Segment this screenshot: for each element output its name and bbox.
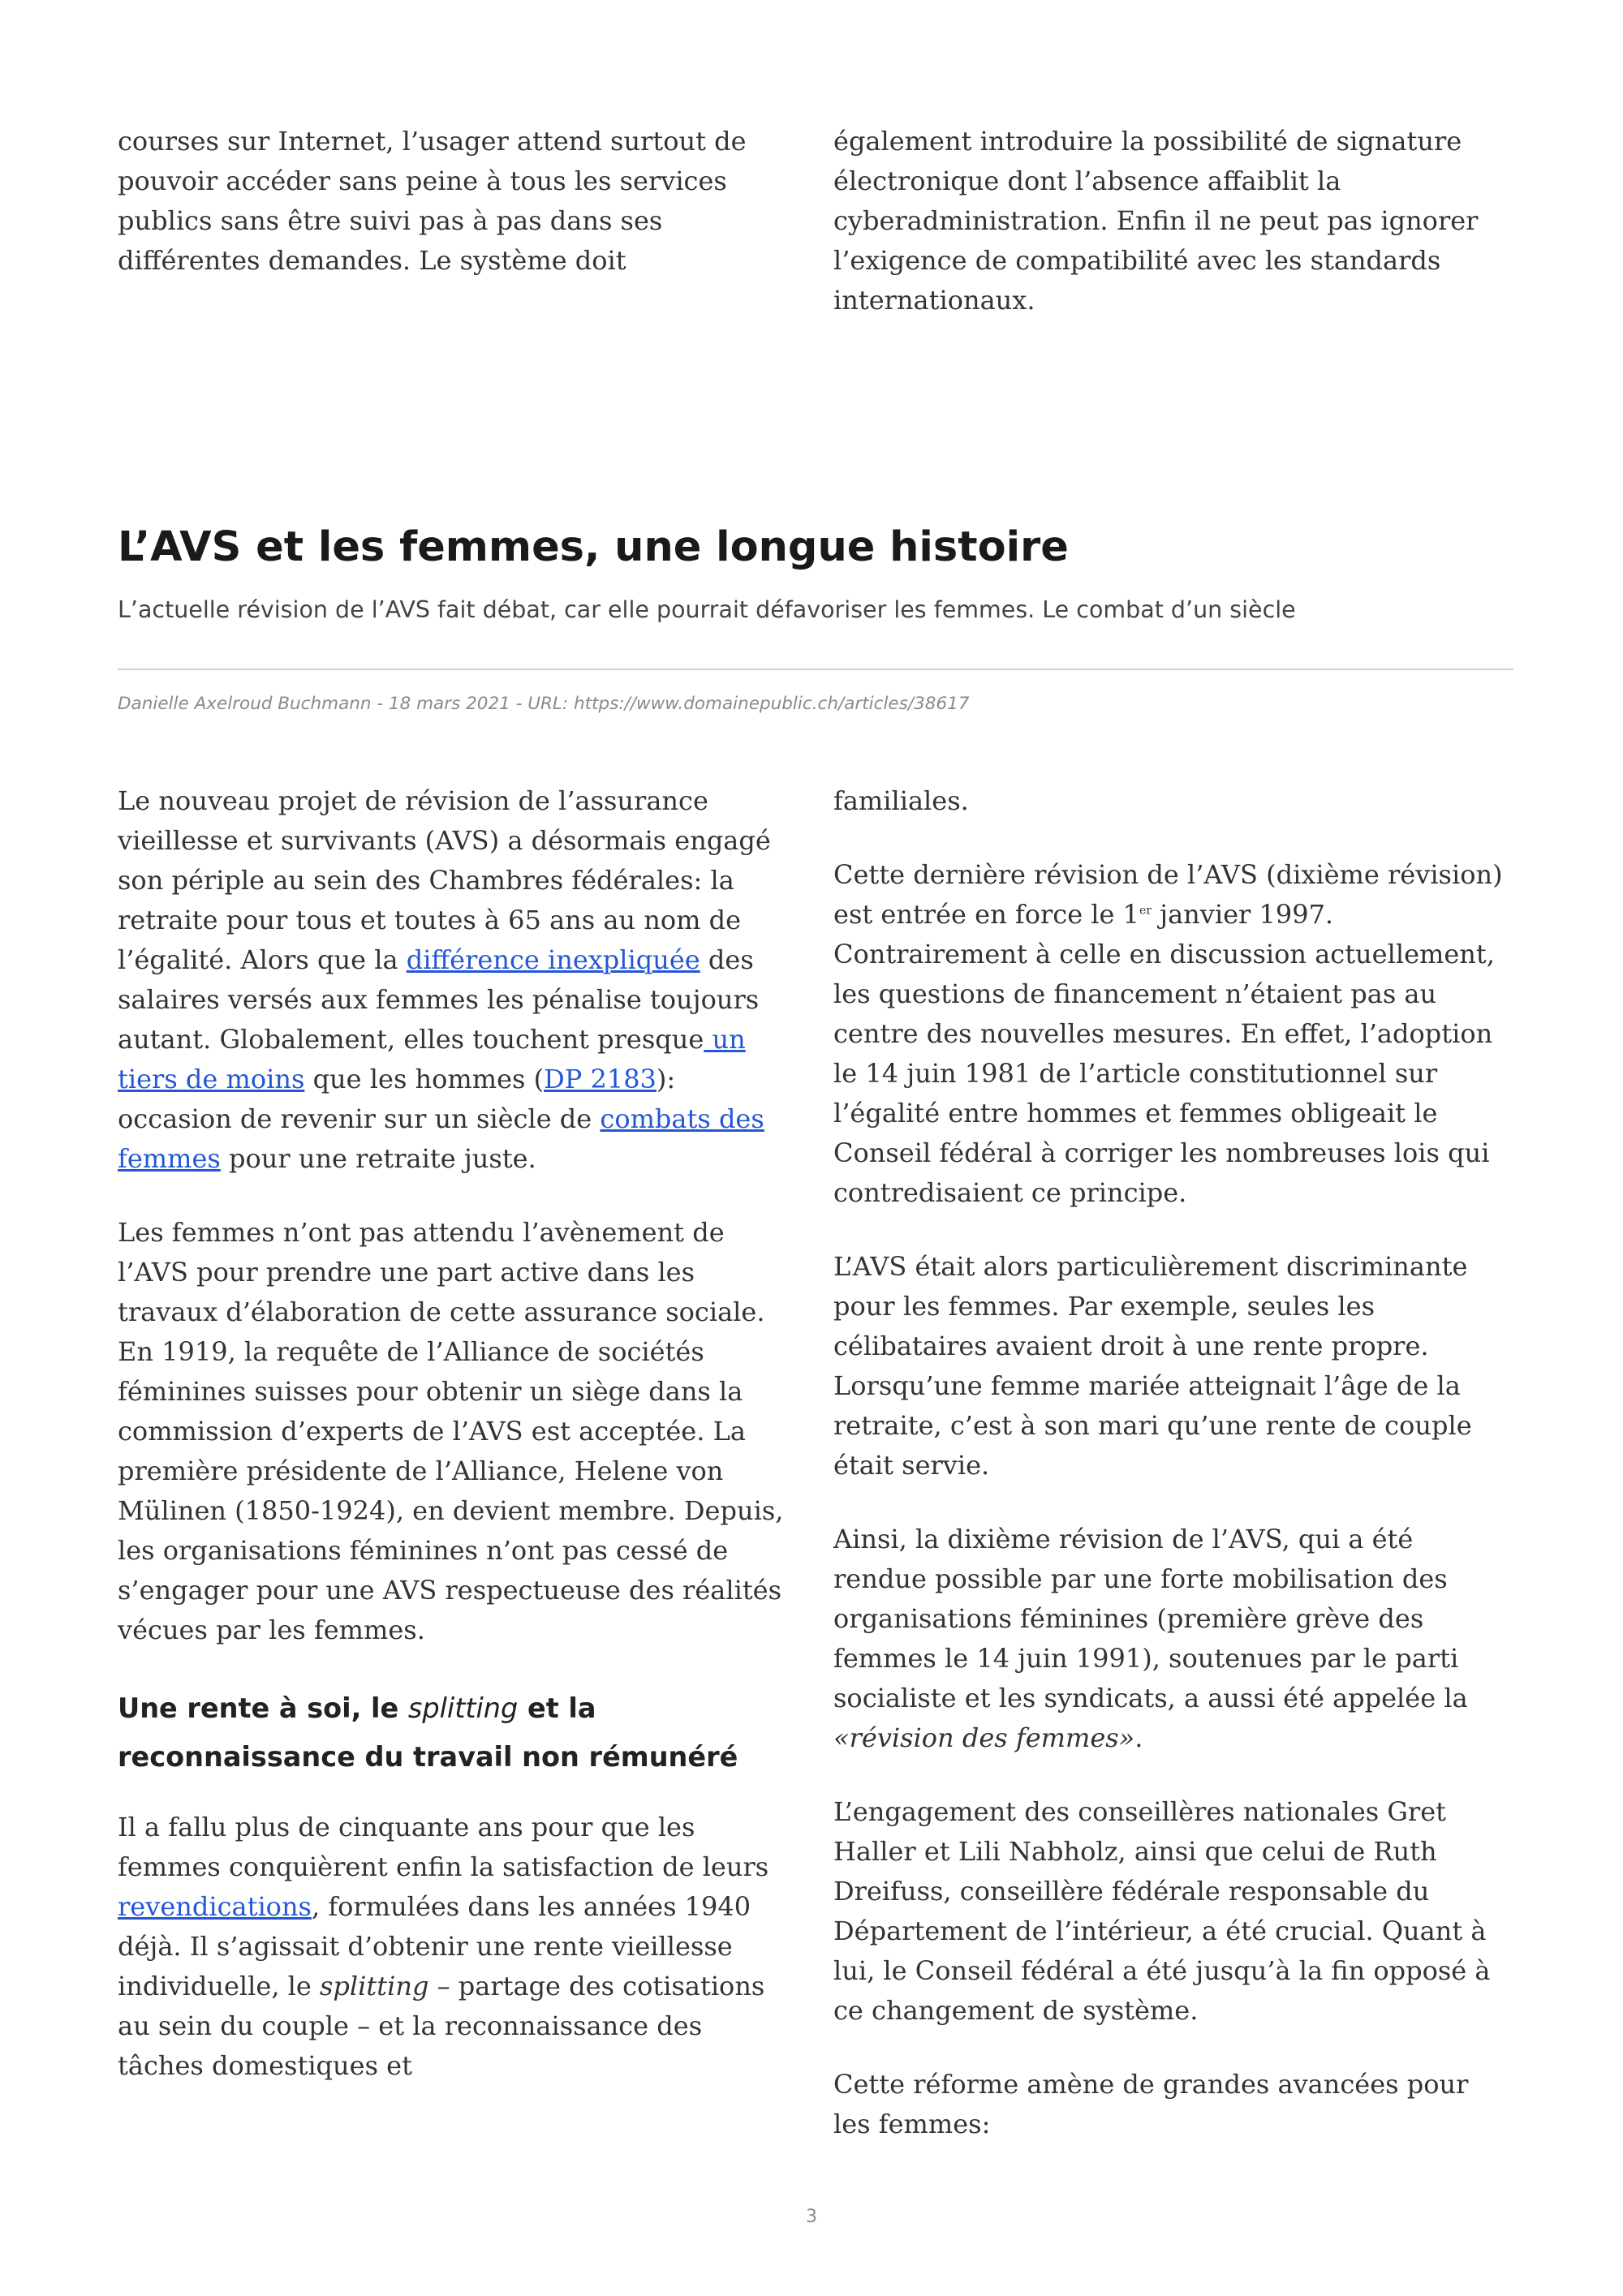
link-dp-2183[interactable]: DP 2183 bbox=[544, 1064, 657, 1094]
paragraph-revision-des-femmes: Ainsi, la dixième révision de l’AVS, qui a été rendue possible par une forte mobilisation des organisations féminines (première grève des femmes le 14 juin 1991), soutenues par le parti socialiste et les syndicats, a aussi été appelée la «révision des femmes». bbox=[833, 1524, 1468, 1753]
article-meta: Danielle Axelroud Buchmann - 18 mars 2021 - URL: https://www.domainepublic.ch/articles/38617 bbox=[118, 694, 970, 714]
article-subtitle: L’actuelle révision de l’AVS fait débat, car elle pourrait défavoriser les femmes. Le combat d’un siècle bbox=[118, 596, 1296, 623]
previous-article-text-left: courses sur Internet, l’usager attend surtout de pouvoir accéder sans peine à tous les services publics sans être suivi pas à pas dans ses différentes demandes. Le système doit bbox=[118, 126, 747, 276]
paragraph-intro: Le nouveau projet de révision de l’assurance vieillesse et survivants (AVS) a désormais engagé son périple au sein des Chambres fédérales: la retraite pour tous et toutes à 65 ans au nom de l’égalité. Alors que la différence inexpliquée des salaires versés aux femmes les pénalise toujours autant. Globalement, elles touchent presque un tiers de moins que les hommes (DP 2183): occasion de revenir sur un siècle de combats des femmes pour une retraite juste. bbox=[118, 785, 771, 1174]
page-number: 3 bbox=[806, 2207, 817, 2227]
link-combats-des-femmes[interactable]: combats des femmes bbox=[118, 1103, 764, 1174]
previous-article-left-column bbox=[118, 122, 791, 281]
section-heading: Une rente à soi, le splitting et la reconnaissance du travail non rémunéré bbox=[118, 1692, 738, 1773]
paragraph-avancees: Cette réforme amène de grandes avancées pour les femmes: bbox=[833, 2069, 1469, 2139]
paragraph-engagement: L’engagement des conseillères nationales Gret Haller et Lili Nabholz, ainsi que celui de Ruth Dreifuss, conseillère fédérale responsable du Département de l’intérieur, a été crucial. Quant à lui, le Conseil fédéral a été jusqu’à la fin opposé à ce changement de système. bbox=[833, 1796, 1491, 2026]
paragraph-familiales: familiales. bbox=[833, 785, 969, 816]
previous-article-text-right: également introduire la possibilité de signature électronique dont l’absence affaiblit la cyberadministration. Enfin il ne peut pas ignorer l’exigence de compatibilité avec les standards internationaux. bbox=[833, 126, 1479, 316]
paragraph-discrimination: L’AVS était alors particulièrement discriminante pour les femmes. Par exemple, seules les célibataires avaient droit à une rente propre. Lorsqu’une femme mariée atteignait l’âge de la retraite, c’est à son mari qu’une rente de couple était servie. bbox=[833, 1251, 1472, 1481]
paragraph-revendications: Il a fallu plus de cinquante ans pour que les femmes conquièrent enfin la satisfaction de leurs revendications, formulées dans les années 1940 déjà. Il s’agissait d’obtenir une rente vieillesse individuelle, le splitting – partage des cotisations au sein du couple – et la reconnaissance des tâches domestiques et bbox=[118, 1812, 769, 2081]
paragraph-history: Les femmes n’ont pas attendu l’avènement de l’AVS pour prendre une part active dans les travaux d’élaboration de cette assurance sociale. En 1919, la requête de l’Alliance de sociétés féminines suisses pour obtenir un siège dans la commission d’experts de l’AVS est acceptée. La première présidente de l’Alliance, Helene von Mülinen (1850-1924), en devient membre. Depuis, les organisations féminines n’ont pas cessé de s’engager pour une AVS respectueuse des réalités vécues par les femmes. bbox=[118, 1217, 784, 1645]
paragraph-dixieme-revision: Cette dernière révision de l’AVS (dixième révision) est entrée en force le 1er janvier 1997. Contrairement à celle en discussion actuellement, les questions de financement n’étaient pas au centre des nouvelles mesures. En effet, l’adoption le 14 juin 1981 de l’article constitutionnel sur l’égalité entre hommes et femmes obligeait le Conseil fédéral à corriger les nombreuses lois qui contredisaient ce principe. bbox=[833, 859, 1503, 1208]
link-revendications[interactable]: revendications bbox=[118, 1891, 312, 1922]
previous-article-right-column bbox=[833, 122, 1507, 320]
link-difference-inexpliquee[interactable]: différence inexpliquée bbox=[406, 944, 700, 975]
article-right-column bbox=[833, 781, 1507, 2178]
header-divider bbox=[118, 669, 1513, 670]
article-left-column bbox=[118, 781, 791, 2120]
article-title: L’AVS et les femmes, une longue histoire bbox=[118, 523, 1069, 571]
link-un-tiers-de-moins[interactable]: un tiers de moins bbox=[118, 1024, 746, 1094]
